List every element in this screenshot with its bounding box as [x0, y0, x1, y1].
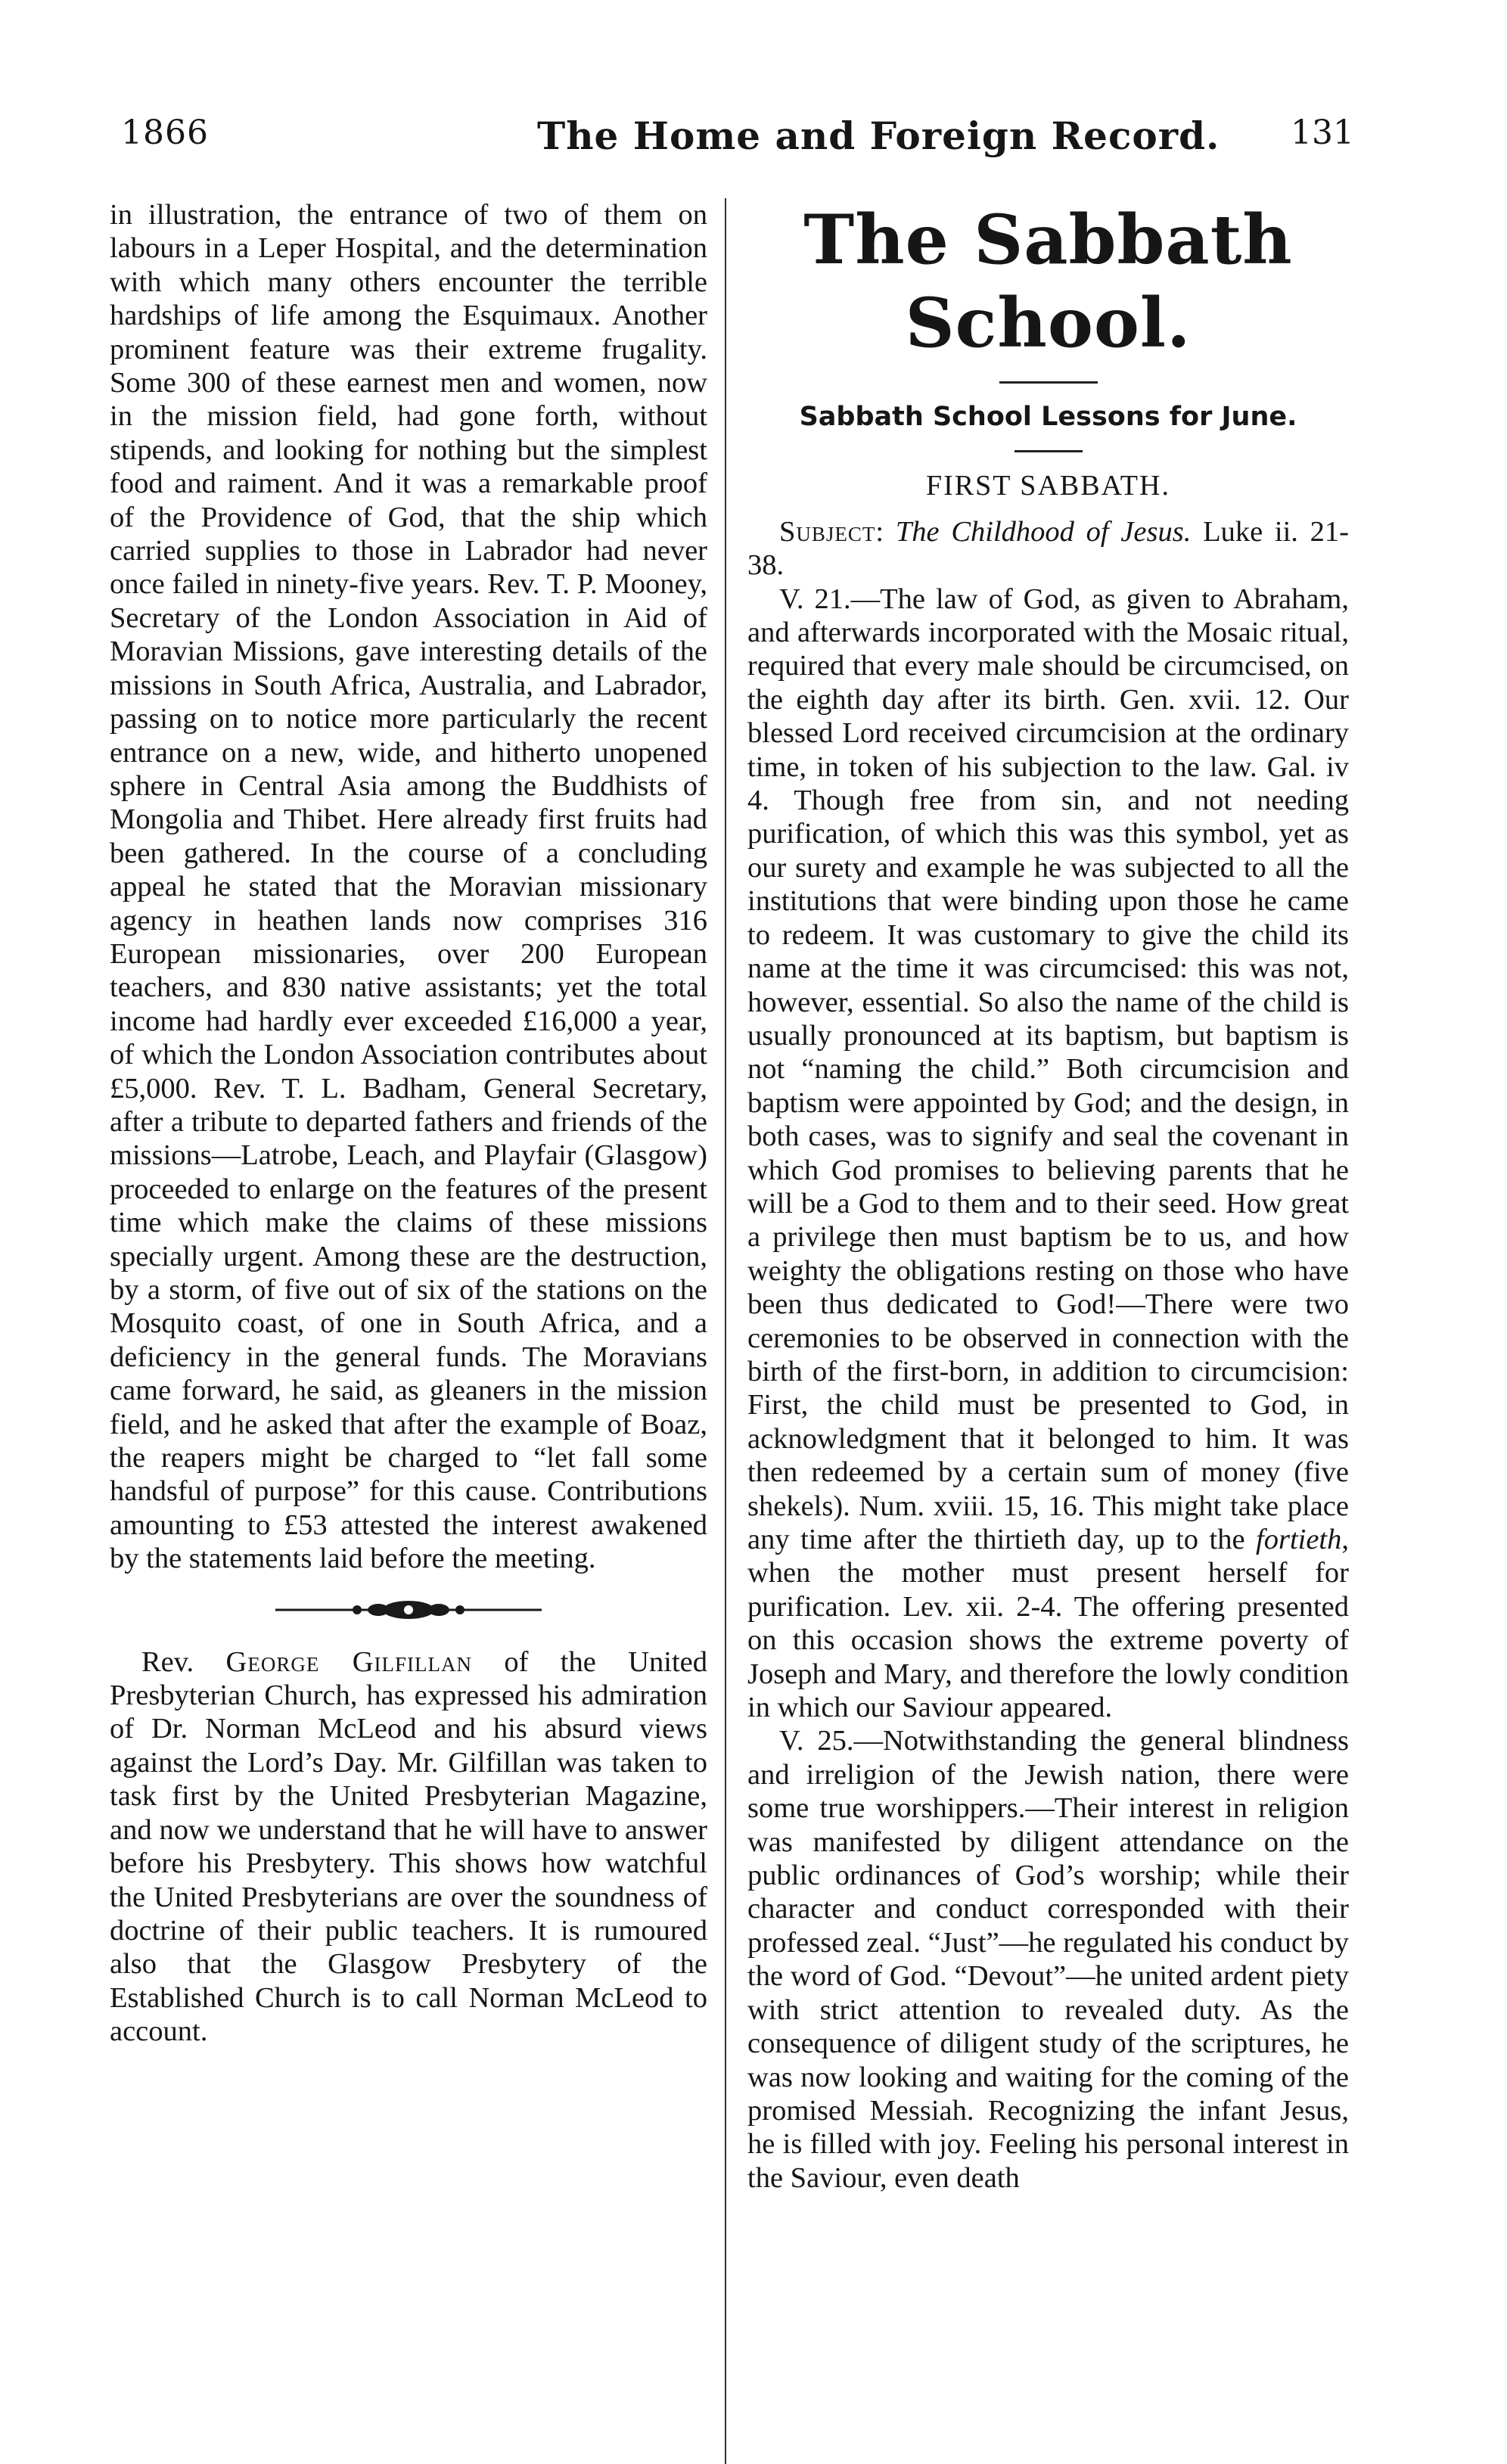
right-column — [747, 198, 1349, 2195]
section-title: The Sabbath School. — [803, 200, 1293, 363]
verse-21-text-b: , when the mother must present herself for purification. Lev. xii. 2-4. The offering presented on this occasion shows the extreme poverty of Joseph and Mary, and therefore the lowly condition in which our Saviour appeared. — [747, 1524, 1349, 1724]
lessons-rule — [1015, 450, 1083, 452]
running-header — [113, 113, 1362, 162]
first-sabbath-heading: FIRST SABBATH. — [926, 470, 1170, 502]
left-column — [110, 198, 707, 2049]
subject-separator: : — [875, 515, 896, 548]
subject-line — [747, 515, 1349, 583]
header-year: 1866 — [121, 113, 209, 152]
verse-21-text-a: V. 21.—The law of God, as given to Abraham, and afterwards incorporated with the Mosaic ritual, required that every male should be circumcised, on the eighth day after its birth. Gen. xvii. 12. Our blessed Lord received circumcision at the ordinary time, in token of his subjection to the law. Gal. iv 4. Though free from sin, and not needing purification, of which this was this symbol, yet as our surety and example he was subjected to all the institutions that were binding upon those he came to redeem. It was customary to give the child its name at the time it was circumcised: this was not, however, essential. So also the name of the child is usually pronounced at its baptism, but baptism is not “naming the child.” Both circumcision and baptism were appointed by God; and the design, in both cases, was to signify and seal the covenant in which God promises to believing parents that he will be a God to them and to their seed. How great a privilege then must baptism be to us, and how weighty the obligations resting on those who have been thus dedicated to God!—There were two ceremonies to be observed in connection with the birth of the first-born, in addition to circumcision: First, the child must be presented to God, in acknowledgment that it belonged to him. It was then redeemed by a certain sum of money (five shekels). Num. xviii. 15, 16. This might take place any time after the thirtieth day, up to the — [747, 583, 1349, 1555]
ornament-divider-icon — [272, 1597, 545, 1623]
subject-title: The Childhood of Jesus. — [895, 515, 1192, 548]
verse-25-paragraph: V. 25.—Notwithstanding the general blindness and irreligion of the Jewish nation, there were some true worshippers.—Their interest in religion was manifested by diligent attendance on the public ordinances of God’s worship; while their character and conduct corresponded with their professed zeal. “Just”—he regulated his conduct by the word of God. “Devout”—he united ardent piety with strict attention to revealed duty. As the consequence of diligent study of the scriptures, he was now looking and waiting for the coming of the promised Messiah. Recognizing the infant Jesus, he is filled with joy. Feeling his personal interest in the Saviour, even death — [747, 1725, 1349, 2194]
header-title: The Home and Foreign Record. — [537, 113, 1220, 158]
page-number: 131 — [1291, 113, 1354, 152]
title-rule — [999, 381, 1098, 384]
gilfillan-rest: of the United Presbyterian Church, has expressed his admiration of Dr. Norman McLeod and his absurd views against the Lord’s Day. Mr. Gilfillan was taken to task first by the United Presbyterian Magazine, and now we understand that he will have to answer before his Presbytery. This shows how watchful the United Presbyterians are over the soundness of doctrine of their public teachers. It is rumoured also that the Glasgow Presbytery of the Established Church is to call Norman McLeod to account. — [110, 1645, 707, 2048]
gilfillan-name: George Gilfillan — [225, 1645, 472, 1678]
moravian-missions-paragraph: in illustration, the entrance of two of them on labours in a Leper Hospital, and the determination with which many others encounter the terrible hardships of life among the Esquimaux. Another prominent feature was their extreme frugality. Some 300 of these earnest men and women, now in the mission field, had gone forth, without stipends, and looking for nothing but the simplest food and raiment. And it was a remarkable proof of the Providence of God, that the ship which carried supplies to those in Labrador had never once failed in ninety-five years. Rev. T. P. Mooney, Secretary of the London Association in Aid of Moravian Missions, gave interesting details of the missions in South Africa, Australia, and Labrador, passing on to notice more particularly the recent entrance on a new, wide, and hitherto unopened sphere in Central Asia among the Buddhists of Mongolia and Thibet. Here already first fruits had been gathered. In the course of a concluding appeal he stated that the Moravian missionary agency in heathen lands now comprises 316 European missionaries, over 200 European teachers, and 830 native assistants; yet the total income had hardly ever exceeded £16,000 a year, of which the London Association contributes about £5,000. Rev. T. L. Badham, General Secretary, after a tribute to departed fathers and friends of the missions—Latrobe, Leach, and Playfair (Glasgow) proceeded to enlarge on the features of the present time which make the claims of these missions specially urgent. Among these are the destruction, by a storm, of five out of six of the stations on the Mosquito coast, of one in South Africa, and a deficiency in the general funds. The Moravians came forward, he said, as gleaners in the mission field, and he asked that after the example of Boaz, the reapers might be charged to “let fall some handsful of purpose” for this cause. Contributions amounting to £53 attested the interest awakened by the statements laid before the meeting. — [110, 199, 707, 1575]
gilfillan-lead: Rev. — [141, 1645, 226, 1678]
verse-21-emphasis: fortieth — [1256, 1524, 1342, 1555]
lessons-heading: Sabbath School Lessons for June. — [799, 402, 1297, 432]
subject-label: Subject — [779, 515, 876, 548]
verse-21-paragraph — [747, 583, 1349, 1725]
column-divider — [725, 198, 726, 2464]
subject-reference: Luke ii. 21-38. — [747, 515, 1349, 582]
gilfillan-paragraph — [110, 1645, 707, 2049]
